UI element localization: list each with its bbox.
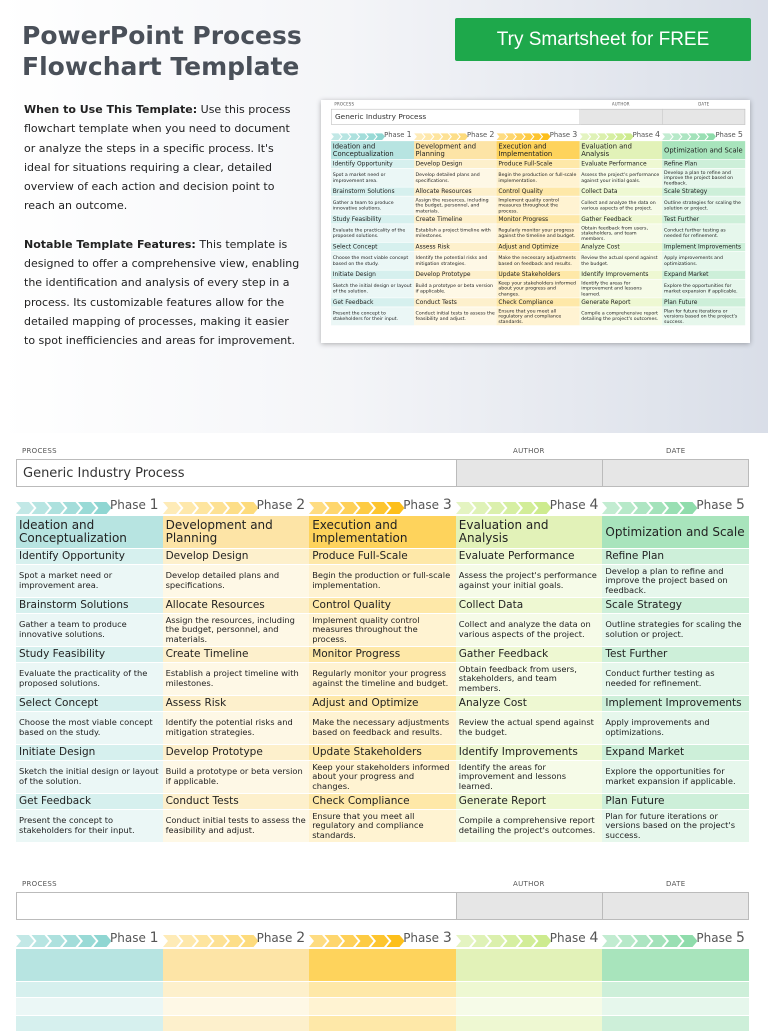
step-detail[interactable]: Plan for future iterations or versions based on the project's success. [602, 809, 749, 842]
phase-label [110, 497, 159, 513]
step-detail[interactable] [16, 997, 163, 1015]
step-title[interactable]: Develop Prototype [163, 744, 310, 760]
phase-1 [16, 496, 163, 514]
phase-word: Phase [403, 931, 440, 945]
step-title[interactable]: Adjust and Optimize [309, 695, 456, 711]
step-detail[interactable]: Apply improvements and optimizations. [662, 251, 745, 270]
phase-arrows [16, 932, 111, 951]
step-detail[interactable]: Gather a team to produce innovative solutions. [16, 613, 163, 646]
step-title[interactable] [309, 981, 456, 997]
step-title[interactable]: Update Stakeholders [309, 744, 456, 760]
step-title[interactable] [163, 1015, 310, 1031]
step-detail[interactable]: Make the necessary adjustments based on feedback and results. [497, 251, 580, 270]
phase-grid [331, 141, 745, 325]
column-header[interactable]: Ideation and Conceptualization [16, 516, 163, 548]
step-title[interactable]: Allocate Resources [414, 187, 497, 196]
when-to-use-text: Use this process flowchart template when you need to document or analyze the steps in a specific process. It's ideal for situations requiring a clear, detailed overview of each action and decision point to reach an outcome. [24, 103, 291, 213]
features-paragraph [24, 235, 302, 351]
phase-label [403, 497, 452, 513]
step-title[interactable] [602, 1015, 749, 1031]
phase-2 [414, 130, 497, 140]
features-heading: Notable Template Features: [24, 237, 196, 251]
phase-arrows [580, 132, 634, 143]
step-title[interactable]: Collect Data [580, 187, 663, 196]
meta-fields [331, 109, 745, 125]
step-title[interactable]: Brainstorm Solutions [16, 597, 163, 613]
step-title[interactable]: Implement Improvements [662, 242, 745, 251]
phase-word: Phase [110, 931, 146, 945]
phase-arrows [497, 132, 551, 143]
step-detail[interactable]: Identify the areas for improvement and lessons learned. [580, 279, 663, 298]
step-detail[interactable]: Conduct initial tests to assess the feasibility and adjust. [414, 307, 497, 326]
step-detail[interactable]: Implement quality control measures throughout the process. [497, 196, 580, 215]
phase-label [110, 930, 159, 946]
step-detail[interactable]: Review the actual spend against the budget. [456, 711, 603, 744]
phase-4 [456, 496, 603, 514]
phase-column [163, 949, 310, 1031]
process-label: PROCESS [22, 447, 57, 455]
column-header[interactable]: Development and Planning [414, 141, 497, 159]
step-detail[interactable]: Assign the resources, including the budget, personnel, and materials. [414, 196, 497, 215]
phase-1 [16, 929, 163, 947]
step-title[interactable] [16, 1015, 163, 1031]
phase-label [550, 930, 599, 946]
phase-arrows [414, 132, 468, 143]
phase-arrows-icon [497, 133, 551, 140]
date-label: DATE [666, 880, 686, 888]
phase-arrows-icon [662, 133, 716, 140]
phase-4 [456, 929, 603, 947]
author-label: AUTHOR [513, 880, 545, 888]
step-title[interactable]: Initiate Design [331, 270, 414, 279]
step-detail[interactable]: Present the concept to stakeholders for their input. [331, 307, 414, 326]
step-detail[interactable]: Keep your stakeholders informed about your progress and changes. [309, 760, 456, 793]
step-title[interactable]: Plan Future [602, 793, 749, 809]
phase-arrows-icon [456, 935, 551, 947]
step-title[interactable]: Control Quality [309, 597, 456, 613]
step-detail[interactable]: Implement quality control measures throughout the process. [309, 613, 456, 646]
author-field[interactable] [457, 459, 603, 487]
phase-arrows-icon [456, 502, 551, 514]
step-detail[interactable] [602, 997, 749, 1015]
phase-3 [497, 130, 580, 140]
step-detail[interactable]: Assess the project's performance against your initial goals. [456, 564, 603, 597]
step-detail[interactable]: Begin the production or full-scale implementation. [309, 564, 456, 597]
step-title[interactable]: Conduct Tests [163, 793, 310, 809]
phase-number: 4 [655, 130, 661, 140]
step-detail[interactable]: Evaluate the practicality of the proposed solutions. [331, 224, 414, 243]
phase-number: 5 [737, 130, 743, 140]
phase-arrows-icon [163, 935, 258, 947]
step-detail[interactable]: Make the necessary adjustments based on feedback and results. [309, 711, 456, 744]
phase-column [456, 516, 603, 842]
phase-word: Phase [549, 498, 586, 512]
phase-arrows-icon [602, 502, 697, 514]
column-header[interactable]: Optimization and Scale [602, 516, 749, 548]
meta-labels [0, 878, 768, 892]
template-preview-thumbnail[interactable] [321, 100, 750, 343]
step-detail[interactable]: Regularly monitor your progress against the timeline and budget. [309, 662, 456, 695]
step-title[interactable] [16, 981, 163, 997]
process-label: PROCESS [334, 102, 355, 107]
phase-arrows [309, 499, 404, 518]
phase-column [456, 949, 603, 1031]
when-to-use-heading: When to Use This Template: [24, 103, 198, 116]
step-title[interactable]: Get Feedback [331, 298, 414, 307]
template-description [24, 100, 302, 370]
step-detail[interactable]: Choose the most viable concept based on the study. [16, 711, 163, 744]
step-title[interactable]: Get Feedback [16, 793, 163, 809]
phase-column [309, 516, 456, 842]
phase-word: Phase [384, 130, 405, 139]
phase-5 [602, 496, 749, 514]
phase-word: Phase [466, 130, 488, 139]
column-header[interactable]: Evaluation and Analysis [580, 141, 663, 159]
phase-number: 4 [589, 930, 599, 946]
column-header[interactable] [16, 949, 163, 981]
step-title[interactable]: Select Concept [331, 242, 414, 251]
column-header[interactable]: Execution and Implementation [309, 516, 456, 548]
phase-3 [309, 929, 456, 947]
column-header[interactable] [602, 949, 749, 981]
step-title[interactable]: Initiate Design [16, 744, 163, 760]
column-header[interactable] [163, 949, 310, 981]
phase-column [414, 141, 497, 325]
step-title[interactable]: Plan Future [662, 298, 745, 307]
phase-number: 5 [736, 930, 745, 946]
step-detail[interactable]: Begin the production or full-scale implementation. [497, 168, 580, 187]
phase-label [715, 130, 742, 139]
step-title[interactable]: Evaluate Performance [456, 548, 603, 564]
page-title: PowerPoint Process Flowchart Template [22, 21, 302, 81]
phase-word: Phase [110, 498, 146, 512]
phase-word: Phase [715, 130, 736, 139]
step-title[interactable]: Gather Feedback [580, 215, 663, 224]
step-detail[interactable]: Compile a comprehensive report detailing the project's outcomes. [456, 809, 603, 842]
phase-number: 2 [296, 497, 306, 513]
try-smartsheet-button[interactable]: Try Smartsheet for FREE [455, 18, 751, 61]
column-header[interactable]: Evaluation and Analysis [456, 516, 603, 548]
step-detail[interactable]: Spot a market need or improvement area. [331, 168, 414, 187]
process-field[interactable]: Generic Industry Process [331, 109, 580, 125]
meta-labels [322, 101, 750, 109]
step-title[interactable] [456, 1015, 603, 1031]
phase-arrows [16, 499, 111, 518]
step-title[interactable]: Analyze Cost [580, 242, 663, 251]
meta-fields [16, 459, 749, 487]
step-detail[interactable]: Develop a plan to refine and improve the project based on feedback. [662, 168, 745, 187]
step-detail[interactable]: Ensure that you meet all regulatory and compliance standards. [309, 809, 456, 842]
step-title[interactable]: Create Timeline [163, 646, 310, 662]
step-detail[interactable]: Identify the potential risks and mitigation strategies. [163, 711, 310, 744]
phase-word: Phase [256, 498, 293, 512]
phase-4 [580, 130, 663, 140]
date-field[interactable] [603, 892, 749, 920]
step-detail[interactable]: Develop detailed plans and specifications. [414, 168, 497, 187]
phase-column [331, 141, 414, 325]
step-title[interactable]: Control Quality [497, 187, 580, 196]
step-detail[interactable]: Ensure that you meet all regulatory and compliance standards. [497, 307, 580, 326]
step-detail[interactable]: Conduct further testing as needed for refinement. [602, 662, 749, 695]
phase-2 [163, 496, 310, 514]
phase-column [662, 141, 745, 325]
phase-1 [331, 130, 414, 140]
step-detail[interactable]: Gather a team to produce innovative solutions. [331, 196, 414, 215]
phase-column [602, 949, 749, 1031]
step-detail[interactable]: Present the concept to stakeholders for their input. [16, 809, 163, 842]
step-title[interactable]: Monitor Progress [497, 215, 580, 224]
step-title[interactable]: Select Concept [16, 695, 163, 711]
step-title[interactable]: Study Feasibility [331, 215, 414, 224]
date-label: DATE [698, 102, 710, 107]
date-label: DATE [666, 447, 686, 455]
step-detail[interactable]: Sketch the initial design or layout of the solution. [16, 760, 163, 793]
step-title[interactable]: Monitor Progress [309, 646, 456, 662]
phase-label [257, 930, 306, 946]
step-title[interactable] [602, 981, 749, 997]
hero-section [0, 0, 768, 433]
phase-arrows-icon [580, 133, 634, 140]
phase-number: 1 [149, 930, 159, 946]
step-title[interactable]: Check Compliance [309, 793, 456, 809]
phase-arrows [309, 932, 404, 951]
phase-word: Phase [403, 498, 440, 512]
step-title[interactable]: Study Feasibility [16, 646, 163, 662]
column-header[interactable]: Ideation and Conceptualization [331, 141, 414, 159]
phase-column [497, 141, 580, 325]
step-title[interactable]: Brainstorm Solutions [331, 187, 414, 196]
phase-arrows [456, 932, 551, 951]
flowchart-sheet-filled [0, 445, 768, 842]
phase-number: 3 [442, 497, 452, 513]
step-detail[interactable]: Identify the potential risks and mitigation strategies. [414, 251, 497, 270]
phase-arrows-icon [16, 935, 111, 947]
author-label: AUTHOR [513, 447, 545, 455]
meta-fields [16, 892, 749, 920]
step-detail[interactable]: Develop a plan to refine and improve the project based on feedback. [602, 564, 749, 597]
step-detail[interactable]: Review the actual spend against the budget. [580, 251, 663, 270]
step-detail[interactable]: Regularly monitor your progress against the timeline and budget. [497, 224, 580, 243]
step-title[interactable]: Allocate Resources [163, 597, 310, 613]
phase-arrows-icon [414, 133, 468, 140]
phase-number: 3 [442, 930, 452, 946]
phase-label [696, 930, 745, 946]
phase-arrows [602, 932, 697, 951]
phase-arrows [163, 932, 258, 951]
step-detail[interactable]: Collect and analyze the data on various aspects of the project. [580, 196, 663, 215]
phase-number: 1 [406, 130, 412, 140]
step-detail[interactable]: Evaluate the practicality of the proposed solutions. [16, 662, 163, 695]
phase-row [16, 929, 749, 947]
step-detail[interactable]: Conduct further testing as needed for refinement. [662, 224, 745, 243]
step-title[interactable]: Identify Improvements [580, 270, 663, 279]
process-field[interactable]: Generic Industry Process [16, 459, 457, 487]
step-detail[interactable] [456, 997, 603, 1015]
phase-column [602, 516, 749, 842]
step-title[interactable]: Evaluate Performance [580, 159, 663, 168]
step-detail[interactable]: Obtain feedback from users, stakeholders, and team members. [580, 224, 663, 243]
step-detail[interactable]: Plan for future iterations or versions based on the project's success. [662, 307, 745, 326]
step-title[interactable]: Update Stakeholders [497, 270, 580, 279]
step-title[interactable]: Refine Plan [602, 548, 749, 564]
phase-word: Phase [256, 931, 293, 945]
phase-column [16, 949, 163, 1031]
phase-number: 1 [149, 497, 159, 513]
step-title[interactable]: Generate Report [580, 298, 663, 307]
phase-arrows [456, 499, 551, 518]
step-title[interactable]: Expand Market [662, 270, 745, 279]
phase-arrows [163, 499, 258, 518]
phase-label [550, 130, 577, 139]
step-title[interactable]: Identify Opportunity [331, 159, 414, 168]
step-detail[interactable]: Collect and analyze the data on various aspects of the project. [456, 613, 603, 646]
step-detail[interactable]: Apply improvements and optimizations. [602, 711, 749, 744]
step-detail[interactable] [309, 997, 456, 1015]
author-field[interactable] [580, 109, 662, 125]
step-title[interactable]: Produce Full-Scale [497, 159, 580, 168]
process-label: PROCESS [22, 880, 57, 888]
step-detail[interactable]: Sketch the initial design or layout of the solution. [331, 279, 414, 298]
phase-number: 2 [296, 930, 306, 946]
phase-arrows-icon [16, 502, 111, 514]
step-detail[interactable]: Establish a project timeline with milestones. [163, 662, 310, 695]
step-title[interactable]: Gather Feedback [456, 646, 603, 662]
step-title[interactable]: Analyze Cost [456, 695, 603, 711]
thumbnail-sheet [322, 101, 750, 325]
step-detail[interactable]: Outline strategies for scaling the solution or project. [662, 196, 745, 215]
step-detail[interactable]: Assess the project's performance against your initial goals. [580, 168, 663, 187]
step-title[interactable]: Scale Strategy [662, 187, 745, 196]
column-header[interactable]: Execution and Implementation [497, 141, 580, 159]
step-title[interactable]: Produce Full-Scale [309, 548, 456, 564]
step-title[interactable]: Refine Plan [662, 159, 745, 168]
phase-label [550, 497, 599, 513]
column-header[interactable]: Development and Planning [163, 516, 310, 548]
phase-word: Phase [549, 931, 586, 945]
step-title[interactable]: Develop Design [163, 548, 310, 564]
step-detail[interactable]: Assign the resources, including the budget, personnel, and materials. [163, 613, 310, 646]
phase-arrows [331, 132, 385, 143]
step-detail[interactable]: Build a prototype or beta version if applicable. [414, 279, 497, 298]
phase-arrows-icon [602, 935, 697, 947]
step-title[interactable]: Collect Data [456, 597, 603, 613]
phase-column [309, 949, 456, 1031]
step-detail[interactable]: Explore the opportunities for market expansion if applicable. [602, 760, 749, 793]
process-field[interactable] [16, 892, 457, 920]
when-to-use-paragraph [24, 100, 302, 216]
step-title[interactable]: Test Further [602, 646, 749, 662]
step-detail[interactable] [163, 997, 310, 1015]
step-title[interactable] [163, 981, 310, 997]
phase-label [467, 130, 494, 139]
author-field[interactable] [457, 892, 603, 920]
phase-grid [16, 949, 749, 1031]
phase-5 [662, 130, 745, 140]
phase-column [16, 516, 163, 842]
phase-5 [602, 929, 749, 947]
step-title[interactable]: Check Compliance [497, 298, 580, 307]
flowchart-sheet-blank [0, 878, 768, 1031]
phase-number: 5 [736, 497, 745, 513]
phase-arrows-icon [309, 935, 404, 947]
step-title[interactable]: Develop Design [414, 159, 497, 168]
step-detail[interactable]: Identify the areas for improvement and lessons learned. [456, 760, 603, 793]
meta-labels [0, 445, 768, 459]
phase-label [633, 130, 660, 139]
author-label: AUTHOR [611, 102, 630, 107]
phase-arrows-icon [309, 502, 404, 514]
step-title[interactable]: Implement Improvements [602, 695, 749, 711]
phase-row [16, 496, 749, 514]
step-title[interactable]: Conduct Tests [414, 298, 497, 307]
step-title[interactable]: Test Further [662, 215, 745, 224]
phase-word: Phase [696, 931, 733, 945]
phase-arrows [602, 499, 697, 518]
phase-row [331, 130, 745, 140]
step-detail[interactable]: Choose the most viable concept based on the study. [331, 251, 414, 270]
step-title[interactable]: Generate Report [456, 793, 603, 809]
step-title[interactable]: Scale Strategy [602, 597, 749, 613]
phase-column [163, 516, 310, 842]
phase-label [257, 497, 306, 513]
step-title[interactable]: Develop Prototype [414, 270, 497, 279]
step-title[interactable]: Assess Risk [163, 695, 310, 711]
step-detail[interactable]: Conduct initial tests to assess the feasibility and adjust. [163, 809, 310, 842]
phase-number: 4 [589, 497, 599, 513]
phase-number: 2 [489, 130, 495, 140]
phase-arrows [662, 132, 716, 143]
phase-2 [163, 929, 310, 947]
step-detail[interactable]: Keep your stakeholders informed about your progress and changes. [497, 279, 580, 298]
phase-arrows-icon [331, 133, 385, 140]
features-text: This template is designed to offer a comprehensive view, enabling the identification and analysis of every step in a process. Its customizable features allow for the detailed mapping of processes, making it easier to spot inefficiencies and areas for improvement. [24, 237, 300, 348]
step-title[interactable]: Create Timeline [414, 215, 497, 224]
step-detail[interactable]: Explore the opportunities for market expansion if applicable. [662, 279, 745, 298]
phase-label [403, 930, 452, 946]
step-title[interactable] [456, 981, 603, 997]
step-detail[interactable]: Spot a market need or improvement area. [16, 564, 163, 597]
step-title[interactable]: Expand Market [602, 744, 749, 760]
column-header[interactable] [309, 949, 456, 981]
phase-word: Phase [549, 130, 571, 139]
phase-column [580, 141, 663, 325]
phase-arrows-icon [163, 502, 258, 514]
phase-label [384, 130, 411, 139]
step-detail[interactable]: Establish a project timeline with milestones. [414, 224, 497, 243]
date-field[interactable] [603, 459, 749, 487]
step-title[interactable] [309, 1015, 456, 1031]
step-title[interactable]: Adjust and Optimize [497, 242, 580, 251]
step-detail[interactable]: Outline strategies for scaling the solution or project. [602, 613, 749, 646]
column-header[interactable] [456, 949, 603, 981]
phase-number: 3 [572, 130, 578, 140]
date-field[interactable] [663, 109, 745, 125]
step-title[interactable]: Identify Opportunity [16, 548, 163, 564]
phase-label [696, 497, 745, 513]
step-title[interactable]: Identify Improvements [456, 744, 603, 760]
step-detail[interactable]: Obtain feedback from users, stakeholders, and team members. [456, 662, 603, 695]
step-detail[interactable]: Build a prototype or beta version if applicable. [163, 760, 310, 793]
column-header[interactable]: Optimization and Scale [662, 141, 745, 159]
phase-word: Phase [632, 130, 653, 139]
step-detail[interactable]: Develop detailed plans and specifications. [163, 564, 310, 597]
phase-3 [309, 496, 456, 514]
phase-grid [16, 516, 749, 842]
step-title[interactable]: Assess Risk [414, 242, 497, 251]
phase-word: Phase [696, 498, 733, 512]
step-detail[interactable]: Compile a comprehensive report detailing the project's outcomes. [580, 307, 663, 326]
